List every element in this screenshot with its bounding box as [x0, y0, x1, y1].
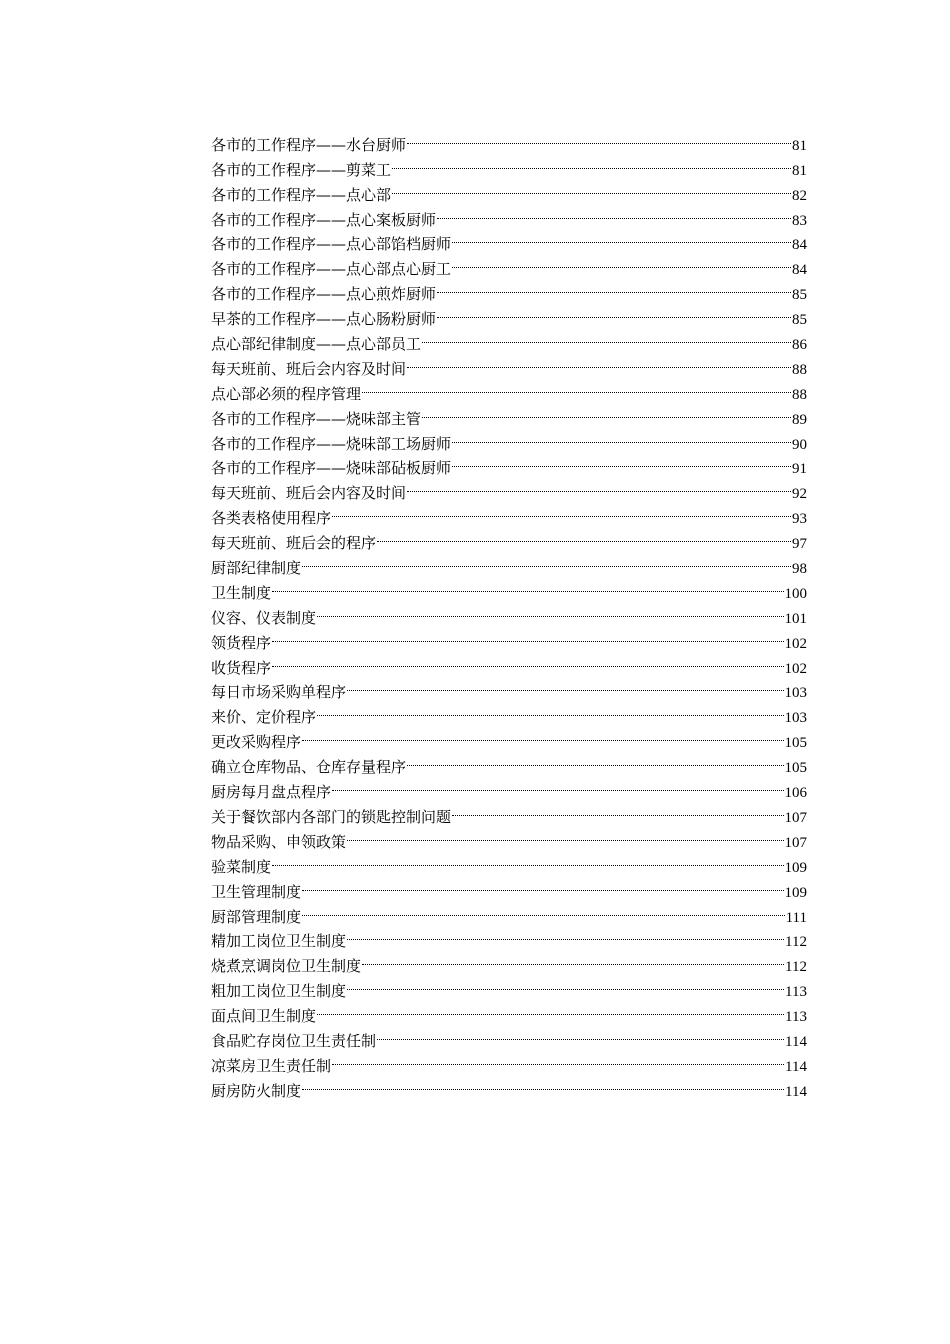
- toc-dot-leader: [451, 249, 792, 274]
- toc-entry-title: 厨房每月盘点程序: [211, 783, 332, 802]
- toc-entry[interactable]: [211, 598, 807, 627]
- toc-entry-page: 105: [784, 735, 807, 752]
- toc-entry[interactable]: [211, 872, 807, 901]
- toc-entry[interactable]: [211, 125, 807, 154]
- toc-entry-title: 验菜制度: [211, 857, 272, 876]
- toc-entry[interactable]: [211, 897, 807, 926]
- toc-entry-title: 各市的工作程序——烧味部工场厨师: [211, 434, 452, 453]
- toc-entry-page: 103: [784, 710, 807, 727]
- toc-dot-leader: [421, 399, 792, 424]
- toc-entry[interactable]: [211, 722, 807, 752]
- toc-entry-title: 面点间卫生制度: [211, 1007, 317, 1026]
- toc-entry-title: 各类表格使用程序: [211, 509, 332, 528]
- toc-dot-leader: [271, 847, 784, 872]
- toc-dot-leader: [436, 200, 792, 225]
- toc-dot-leader: [406, 125, 792, 150]
- toc-entry-title: 粗加工岗位卫生制度: [211, 982, 347, 1001]
- toc-entry-page: 81: [792, 162, 807, 179]
- toc-entry-title: 每天班前、班后会内容及时间: [211, 484, 407, 503]
- toc-dot-leader: [331, 772, 784, 797]
- toc-entry-page: 114: [785, 1058, 807, 1075]
- table-of-contents: [211, 125, 807, 1100]
- toc-entry-title: 点心部纪律制度——点心部员工: [211, 335, 422, 354]
- toc-entry-page: 84: [792, 237, 807, 254]
- toc-entry-page: 114: [785, 1083, 807, 1100]
- toc-entry-title: 早茶的工作程序——点心肠粉厨师: [211, 310, 437, 329]
- toc-entry-page: 92: [792, 486, 807, 503]
- toc-entry-title: 卫生管理制度: [211, 882, 302, 901]
- toc-entry-page: 102: [784, 660, 807, 677]
- toc-dot-leader: [406, 747, 784, 772]
- toc-entry-title: 收货程序: [211, 658, 272, 677]
- toc-entry-page: 88: [792, 361, 807, 378]
- toc-entry-title: 每天班前、班后会内容及时间: [211, 359, 407, 378]
- toc-entry-title: 凉菜房卫生责任制: [211, 1056, 332, 1075]
- toc-entry[interactable]: [211, 548, 807, 578]
- toc-dot-leader: [451, 424, 792, 449]
- toc-entry-page: 100: [784, 585, 807, 602]
- toc-entry-page: 86: [792, 337, 807, 354]
- toc-entry-title: 卫生制度: [211, 583, 272, 602]
- toc-entry-title: 更改采购程序: [211, 733, 302, 752]
- toc-entry-page: 82: [792, 187, 807, 204]
- toc-entry-title: 来价、定价程序: [211, 708, 317, 727]
- toc-dot-leader: [346, 971, 785, 996]
- toc-dot-leader: [421, 324, 792, 349]
- toc-entry-page: 93: [792, 511, 807, 528]
- toc-entry-title: 确立仓库物品、仓库存量程序: [211, 758, 407, 777]
- toc-entry-title: 仪容、仪表制度: [211, 608, 317, 627]
- toc-entry-page: 113: [785, 984, 807, 1001]
- toc-dot-leader: [451, 449, 792, 474]
- toc-entry-title: 食品贮存岗位卫生责任制: [211, 1031, 377, 1050]
- toc-dot-leader: [346, 822, 784, 847]
- toc-entry-title: 厨房防火制度: [211, 1081, 302, 1100]
- toc-entry-page: 91: [792, 461, 807, 478]
- toc-entry[interactable]: [211, 623, 807, 652]
- toc-entry-page: 103: [784, 685, 807, 702]
- toc-entry[interactable]: [211, 847, 807, 876]
- toc-entry-page: 109: [784, 859, 807, 876]
- toc-entry-title: 精加工岗位卫生制度: [211, 932, 347, 951]
- toc-entry-title: 各市的工作程序——点心部点心厨工: [211, 260, 452, 279]
- toc-entry-page: 90: [792, 436, 807, 453]
- toc-entry-title: 各市的工作程序——烧味部砧板厨师: [211, 459, 452, 478]
- toc-dot-leader: [436, 299, 792, 324]
- toc-entry-title: 每天班前、班后会的程序: [211, 534, 377, 553]
- toc-dot-leader: [316, 996, 785, 1021]
- toc-entry-title: 各市的工作程序——烧味部主管: [211, 409, 422, 428]
- toc-entry[interactable]: [211, 673, 807, 702]
- toc-entry-page: 81: [792, 137, 807, 154]
- toc-entry-page: 105: [784, 760, 807, 777]
- toc-entry-page: 89: [792, 411, 807, 428]
- toc-dot-leader: [271, 648, 784, 673]
- toc-dot-leader: [406, 349, 792, 374]
- toc-dot-leader: [301, 722, 784, 747]
- toc-dot-leader: [376, 523, 792, 548]
- toc-entry-title: 领货程序: [211, 633, 272, 652]
- toc-entry-page: 88: [792, 386, 807, 403]
- toc-entry-page: 107: [784, 809, 807, 826]
- toc-entry-page: 109: [784, 884, 807, 901]
- toc-entry-title: 物品采购、申领政策: [211, 832, 347, 851]
- toc-entry-page: 112: [785, 934, 807, 951]
- toc-entry-title: 关于餐饮部内各部门的锁匙控制问题: [211, 807, 452, 826]
- toc-entry-page: 84: [792, 262, 807, 279]
- toc-entry-page: 114: [785, 1033, 807, 1050]
- toc-entry-page: 106: [784, 785, 807, 802]
- toc-dot-leader: [301, 897, 786, 922]
- toc-entry-title: 各市的工作程序——点心煎炸厨师: [211, 285, 437, 304]
- toc-dot-leader: [316, 697, 784, 722]
- toc-entry-title: 各市的工作程序——点心部: [211, 185, 392, 204]
- toc-entry-page: 97: [792, 536, 807, 553]
- toc-entry-title: 各市的工作程序——水台厨师: [211, 135, 407, 154]
- toc-entry[interactable]: [211, 648, 807, 677]
- toc-dot-leader: [301, 548, 792, 573]
- toc-entry-title: 各市的工作程序——剪菜工: [211, 160, 392, 179]
- toc-entry-title: 烧煮烹调岗位卫生制度: [211, 957, 362, 976]
- toc-dot-leader: [376, 1021, 785, 1046]
- toc-entry-page: 107: [784, 834, 807, 851]
- toc-dot-leader: [346, 922, 785, 947]
- toc-entry-page: 113: [785, 1009, 807, 1026]
- toc-dot-leader: [271, 573, 784, 598]
- toc-dot-leader: [361, 946, 785, 971]
- toc-dot-leader: [346, 673, 784, 698]
- toc-entry[interactable]: [211, 573, 807, 602]
- toc-entry-page: 83: [792, 212, 807, 229]
- toc-entry-title: 厨部纪律制度: [211, 559, 302, 578]
- toc-dot-leader: [361, 374, 792, 399]
- toc-dot-leader: [301, 1071, 785, 1096]
- toc-entry-title: 每日市场采购单程序: [211, 683, 347, 702]
- toc-entry-title: 厨部管理制度: [211, 907, 302, 926]
- toc-dot-leader: [331, 1046, 785, 1071]
- toc-dot-leader: [391, 175, 792, 200]
- toc-entry-title: 各市的工作程序——点心部馅档厨师: [211, 235, 452, 254]
- toc-entry-page: 98: [792, 561, 807, 578]
- toc-entry-page: 85: [792, 287, 807, 304]
- toc-dot-leader: [451, 225, 792, 250]
- toc-dot-leader: [301, 872, 784, 897]
- toc-dot-leader: [391, 150, 792, 175]
- toc-entry-title: 各市的工作程序——点心案板厨师: [211, 210, 437, 229]
- toc-dot-leader: [271, 623, 784, 648]
- toc-dot-leader: [451, 797, 784, 822]
- toc-entry-page: 112: [785, 959, 807, 976]
- toc-dot-leader: [331, 498, 792, 523]
- toc-dot-leader: [316, 598, 784, 623]
- toc-entry-page: 101: [784, 610, 807, 627]
- toc-entry[interactable]: [211, 1071, 807, 1100]
- toc-entry-page: 85: [792, 312, 807, 329]
- toc-entry-page: 102: [784, 635, 807, 652]
- toc-dot-leader: [436, 274, 792, 299]
- toc-entry-title: 点心部必须的程序管理: [211, 384, 362, 403]
- toc-dot-leader: [406, 473, 792, 498]
- toc-entry-page: 111: [785, 909, 807, 926]
